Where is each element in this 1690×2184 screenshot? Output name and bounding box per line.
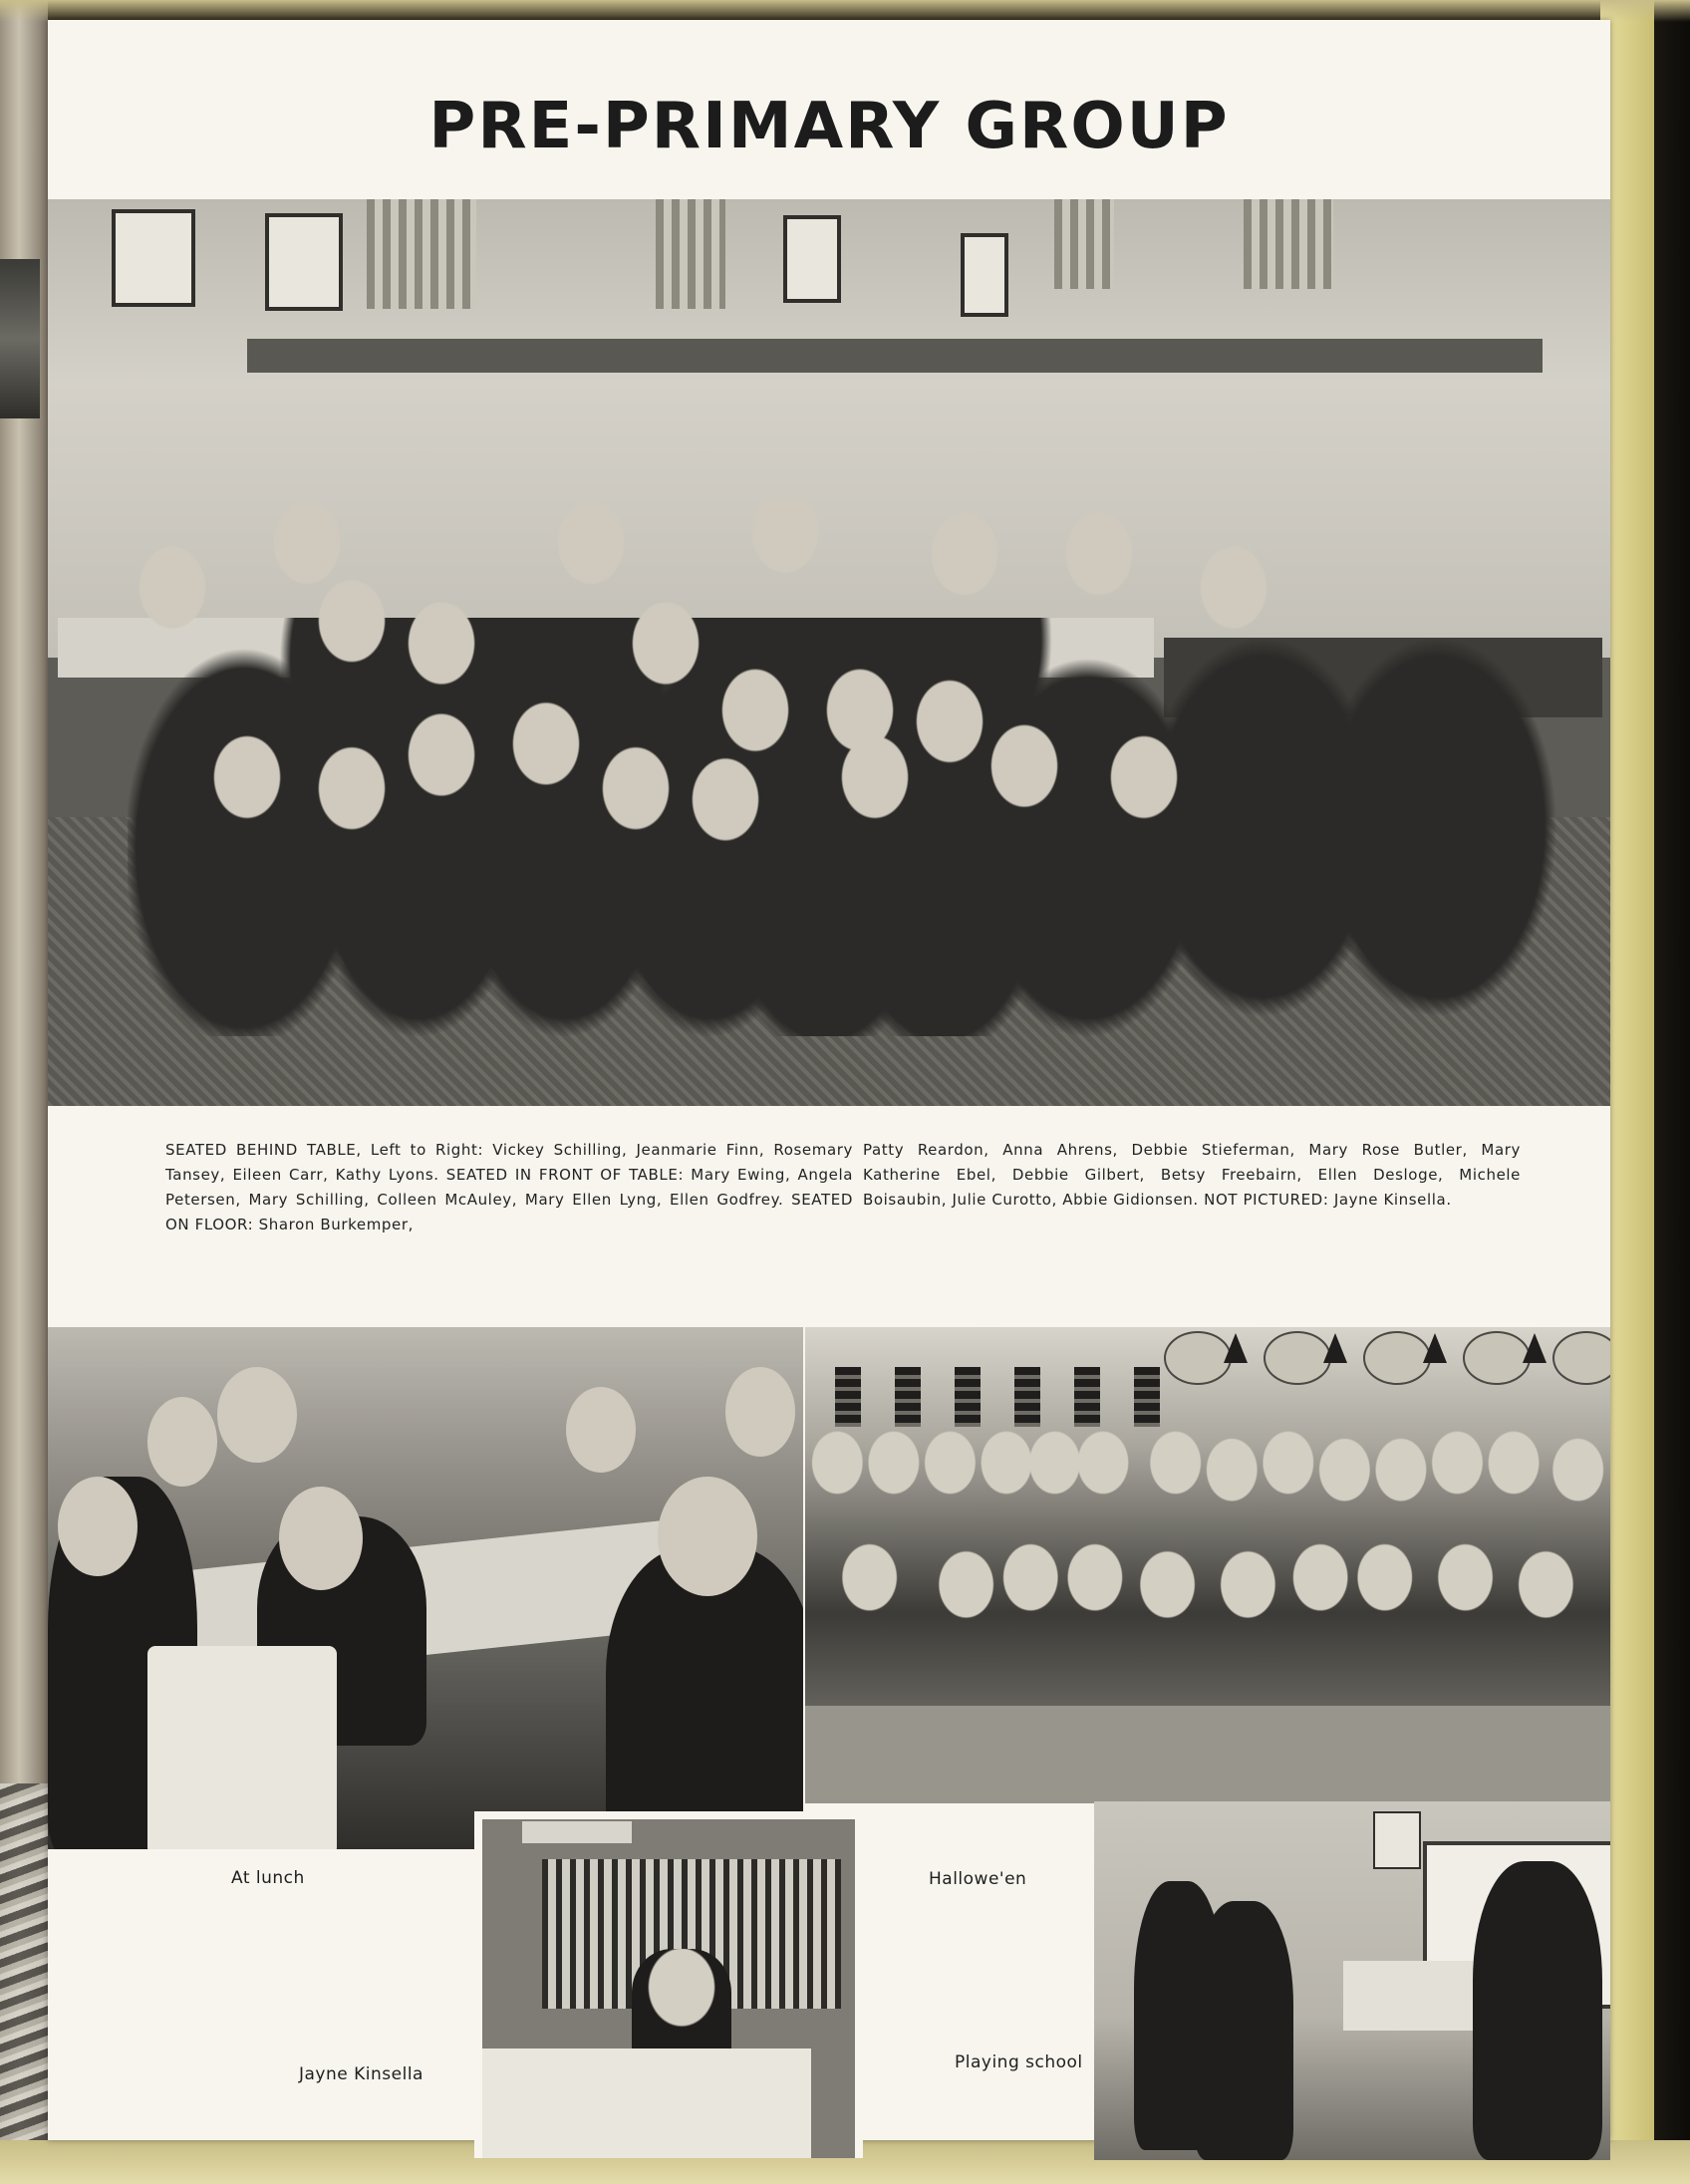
playing-school-photo [1094, 1801, 1610, 2160]
class-photo-caption-right: Patty Reardon, Anna Ahrens, Debbie Stieferman, Mary Rose Butler, Mary Katherine Ebel, Debbie Gilbert, Betsy Freebairn, Ellen Desloge, Michele Boisaubin, Julie Curotto, Abbie Gidionsen. NOT PICTURED: Jayne Kinsella. [863, 1141, 1521, 1209]
lantern-decoration [835, 1367, 861, 1427]
yearbook-cover-edge [1600, 0, 1690, 2184]
playing-school-caption: Playing school [955, 2052, 1083, 2072]
wall-clock [1373, 1811, 1421, 1869]
wall-shelf [247, 339, 1543, 373]
jayne-photo-image [482, 1819, 855, 2158]
lantern-decoration [1014, 1367, 1040, 1427]
witch-hat-decoration [1323, 1333, 1347, 1363]
pumpkin-decoration [1164, 1331, 1232, 1385]
wall-picture [961, 233, 1008, 317]
halloween-photo [805, 1327, 1610, 1803]
pumpkin-decoration [1363, 1331, 1431, 1385]
child-face [566, 1387, 636, 1473]
children-faces [805, 1427, 1610, 1785]
lunch-photo [48, 1327, 803, 1849]
window-curtain [656, 199, 725, 309]
halloween-caption: Hallowe'en [929, 1869, 1027, 1889]
lunch-sign [522, 1821, 632, 1843]
lunch-caption: At lunch [231, 1868, 305, 1888]
window-curtain [1244, 199, 1333, 289]
witch-hat-decoration [1523, 1333, 1547, 1363]
child-face [658, 1477, 757, 1596]
children-faces [98, 498, 1592, 1056]
child-face [725, 1367, 795, 1457]
page-title: PRE-PRIMARY GROUP [428, 90, 1230, 163]
child-face [147, 1397, 217, 1487]
child-face [279, 1487, 363, 1590]
lantern-decoration [1074, 1367, 1100, 1427]
class-photo-caption-left: SEATED BEHIND TABLE, Left to Right: Vickey Schilling, Jeanmarie Finn, Rosemary Tansey, Eileen Carr, Kathy Lyons. SEATED IN FRONT OF TABLE: Mary Ewing, Angela Petersen, Mary Schilling, Colleen McAuley, Mary Ellen Lyng, Ellen Godfrey. SEATED ON FLOOR: Sharon Burkemper, [165, 1141, 853, 1233]
witch-hat-decoration [1224, 1333, 1248, 1363]
lantern-decoration [1134, 1367, 1160, 1427]
wall-picture [783, 215, 841, 303]
facing-page-photo-fragment [0, 259, 40, 418]
child-face [58, 1477, 138, 1576]
pumpkin-decoration [1264, 1331, 1331, 1385]
child-figure [632, 1949, 731, 2058]
pumpkin-decoration [1463, 1331, 1531, 1385]
window-curtain [367, 199, 476, 309]
page-top-edge [0, 0, 1690, 22]
jayne-kinsella-photo [474, 1811, 863, 2158]
lunch-chair [147, 1646, 337, 1849]
lantern-decoration [895, 1367, 921, 1427]
child-face [217, 1367, 297, 1463]
yearbook-page [48, 20, 1610, 2140]
window-curtain [1054, 199, 1114, 289]
wall-picture [265, 213, 343, 311]
child-figure [1473, 1861, 1602, 2160]
wall-picture [112, 209, 195, 307]
book-spine [0, 0, 48, 2184]
table [482, 2048, 811, 2158]
child-figure [1194, 1901, 1293, 2160]
witch-hat-decoration [1423, 1333, 1447, 1363]
pumpkin-decoration [1552, 1331, 1610, 1385]
class-group-photo [48, 199, 1610, 1106]
lantern-decoration [955, 1367, 981, 1427]
jayne-caption: Jayne Kinsella [299, 2064, 423, 2084]
